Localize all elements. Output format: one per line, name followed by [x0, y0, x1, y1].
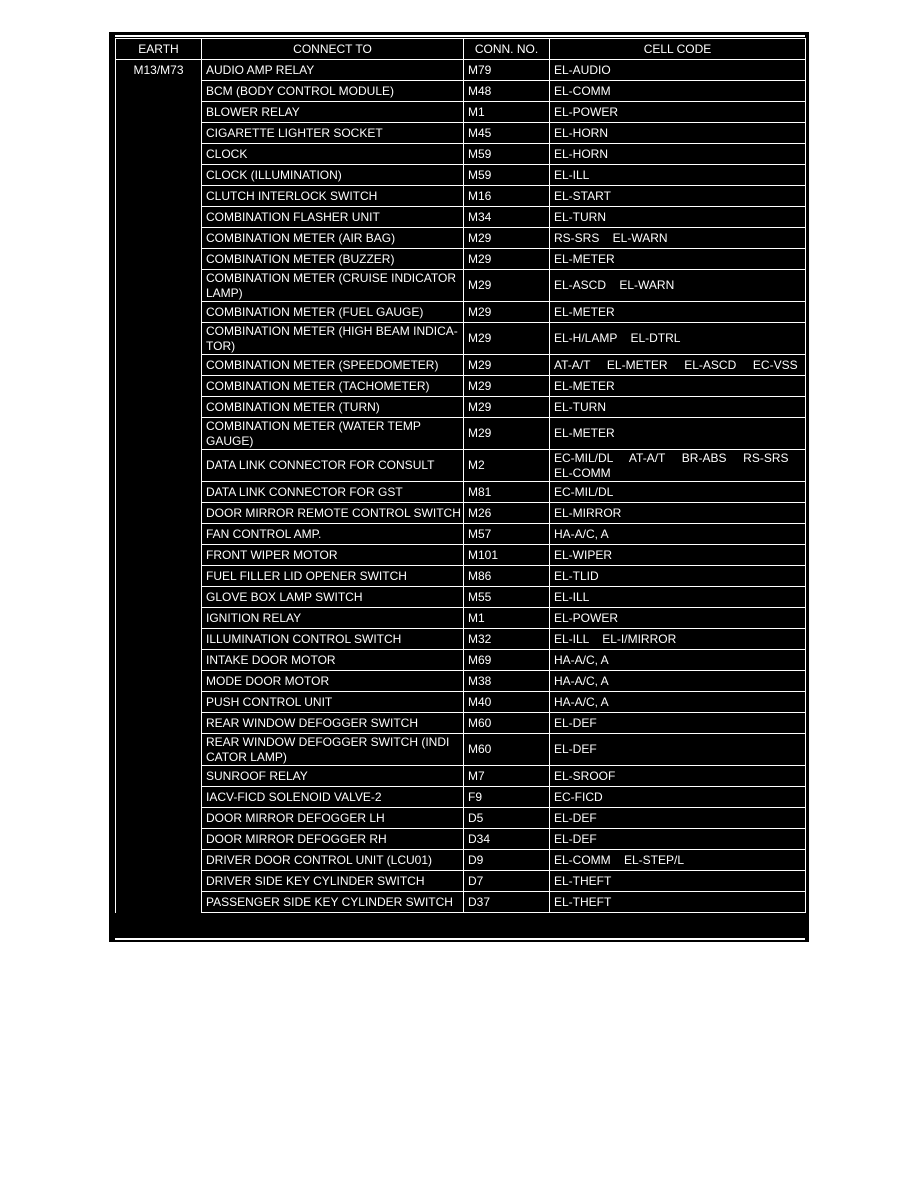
cell-code-cell: EL-ILL EL-I/MIRROR [550, 629, 806, 650]
connect-to-cell: DRIVER DOOR CONTROL UNIT (LCU01) [202, 850, 464, 871]
connect-to-cell: CIGARETTE LIGHTER SOCKET [202, 123, 464, 144]
connect-to-cell: INTAKE DOOR MOTOR [202, 650, 464, 671]
table-row [116, 302, 806, 323]
conn-no-cell: M29 [464, 228, 550, 249]
cell-code-cell: HA-A/C, A [550, 671, 806, 692]
cell-code-cell: EL-HORN [550, 144, 806, 165]
table-row [116, 671, 806, 692]
cell-code-cell: EL-METER [550, 376, 806, 397]
cell-code-cell: EL-POWER [550, 608, 806, 629]
cell-code-cell: EL-POWER [550, 102, 806, 123]
cell-code-cell: EL-DEF [550, 713, 806, 734]
top-rule [115, 35, 805, 37]
cell-code-cell: EL-MIRROR [550, 503, 806, 524]
cell-code-cell: RS-SRS EL-WARN [550, 228, 806, 249]
table-row [116, 524, 806, 545]
cell-code-cell: EL-START [550, 186, 806, 207]
connect-to-cell: ILLUMINATION CONTROL SWITCH [202, 629, 464, 650]
table-row [116, 207, 806, 228]
connect-to-cell: FRONT WIPER MOTOR [202, 545, 464, 566]
conn-no-cell: D5 [464, 808, 550, 829]
connect-to-cell: COMBINATION METER (WATER TEMP GAUGE) [202, 418, 464, 450]
conn-no-cell: M29 [464, 323, 550, 355]
cell-code-cell: EL-METER [550, 302, 806, 323]
cell-code-cell: AT-A/T EL-METER EL-ASCD EC-VSS [550, 355, 806, 376]
table-row [116, 829, 806, 850]
header-earth: EARTH [116, 39, 202, 60]
cell-code-cell: EL-METER [550, 249, 806, 270]
cell-code-cell: EL-DEF [550, 808, 806, 829]
conn-no-cell: M32 [464, 629, 550, 650]
table-row [116, 587, 806, 608]
table-row [116, 397, 806, 418]
conn-no-cell: F9 [464, 787, 550, 808]
cell-code-cell: HA-A/C, A [550, 524, 806, 545]
table-row [116, 629, 806, 650]
connect-to-cell: CLOCK (ILLUMINATION) [202, 165, 464, 186]
cell-code-cell: EL-H/LAMP EL-DTRL [550, 323, 806, 355]
connect-to-cell: FUEL FILLER LID OPENER SWITCH [202, 566, 464, 587]
conn-no-cell: M57 [464, 524, 550, 545]
connect-to-cell: COMBINATION METER (AIR BAG) [202, 228, 464, 249]
table-row [116, 123, 806, 144]
connect-to-cell: COMBINATION METER (BUZZER) [202, 249, 464, 270]
connect-to-cell: DOOR MIRROR DEFOGGER RH [202, 829, 464, 850]
conn-no-cell: M48 [464, 81, 550, 102]
conn-no-cell: M26 [464, 503, 550, 524]
conn-no-cell: M86 [464, 566, 550, 587]
conn-no-cell: M81 [464, 482, 550, 503]
conn-no-cell: M45 [464, 123, 550, 144]
bottom-rule [115, 938, 805, 940]
cell-code-cell: EL-TURN [550, 207, 806, 228]
table-row [116, 692, 806, 713]
connect-to-cell: MODE DOOR MOTOR [202, 671, 464, 692]
table-row [116, 850, 806, 871]
conn-no-cell: M2 [464, 450, 550, 482]
table-row [116, 808, 806, 829]
conn-no-cell: D9 [464, 850, 550, 871]
connect-to-cell: COMBINATION FLASHER UNIT [202, 207, 464, 228]
conn-no-cell: D34 [464, 829, 550, 850]
conn-no-cell: M60 [464, 734, 550, 766]
earth-connector-table [115, 38, 806, 913]
conn-no-cell: M29 [464, 355, 550, 376]
connect-to-cell: BLOWER RELAY [202, 102, 464, 123]
table-row [116, 102, 806, 123]
table-row [116, 450, 806, 482]
conn-no-cell: M55 [464, 587, 550, 608]
header-connect-to: CONNECT TO [202, 39, 464, 60]
table-row [116, 165, 806, 186]
table-row [116, 766, 806, 787]
cell-code-cell: EC-FICD [550, 787, 806, 808]
conn-no-cell: M29 [464, 376, 550, 397]
table-row [116, 713, 806, 734]
conn-no-cell: M7 [464, 766, 550, 787]
table-row [116, 355, 806, 376]
conn-no-cell: M1 [464, 608, 550, 629]
table-row [116, 892, 806, 913]
connect-to-cell: COMBINATION METER (TACHOMETER) [202, 376, 464, 397]
connect-to-cell: DRIVER SIDE KEY CYLINDER SWITCH [202, 871, 464, 892]
table-row [116, 323, 806, 355]
table-row [116, 376, 806, 397]
conn-no-cell: M59 [464, 165, 550, 186]
header-row [116, 39, 806, 60]
conn-no-cell: M79 [464, 60, 550, 81]
conn-no-cell: M29 [464, 418, 550, 450]
conn-no-cell: M16 [464, 186, 550, 207]
cell-code-cell: EL-AUDIO [550, 60, 806, 81]
connect-to-cell: REAR WINDOW DEFOGGER SWITCH (INDI CATOR LAMP) [202, 734, 464, 766]
cell-code-cell: EL-COMM [550, 81, 806, 102]
conn-no-cell: M29 [464, 302, 550, 323]
table-row [116, 566, 806, 587]
conn-no-cell: M69 [464, 650, 550, 671]
header-conn-no: CONN. NO. [464, 39, 550, 60]
connect-to-cell: DOOR MIRROR REMOTE CONTROL SWITCH [202, 503, 464, 524]
table-row [116, 60, 806, 81]
connect-to-cell: DOOR MIRROR DEFOGGER LH [202, 808, 464, 829]
connect-to-cell: REAR WINDOW DEFOGGER SWITCH [202, 713, 464, 734]
cell-code-cell: EL-ILL [550, 587, 806, 608]
cell-code-cell: HA-A/C, A [550, 650, 806, 671]
connect-to-cell: IGNITION RELAY [202, 608, 464, 629]
conn-no-cell: M38 [464, 671, 550, 692]
table-row [116, 734, 806, 766]
conn-no-cell: M60 [464, 713, 550, 734]
conn-no-cell: D7 [464, 871, 550, 892]
connect-to-cell: COMBINATION METER (CRUISE INDICATOR LAMP) [202, 270, 464, 302]
connect-to-cell: DATA LINK CONNECTOR FOR GST [202, 482, 464, 503]
cell-code-cell: EL-ASCD EL-WARN [550, 270, 806, 302]
conn-no-cell: D37 [464, 892, 550, 913]
connect-to-cell: BCM (BODY CONTROL MODULE) [202, 81, 464, 102]
cell-code-cell: EL-DEF [550, 734, 806, 766]
table-row [116, 871, 806, 892]
conn-no-cell: M59 [464, 144, 550, 165]
table-row [116, 270, 806, 302]
cell-code-cell: EL-SROOF [550, 766, 806, 787]
cell-code-cell: EL-THEFT [550, 892, 806, 913]
table-row [116, 249, 806, 270]
connect-to-cell: AUDIO AMP RELAY [202, 60, 464, 81]
table-row [116, 144, 806, 165]
connect-to-cell: CLUTCH INTERLOCK SWITCH [202, 186, 464, 207]
cell-code-cell: EL-THEFT [550, 871, 806, 892]
connect-to-cell: COMBINATION METER (SPEEDOMETER) [202, 355, 464, 376]
conn-no-cell: M1 [464, 102, 550, 123]
cell-code-cell: EL-METER [550, 418, 806, 450]
cell-code-cell: EL-TURN [550, 397, 806, 418]
table-row [116, 81, 806, 102]
connect-to-cell: COMBINATION METER (FUEL GAUGE) [202, 302, 464, 323]
cell-code-cell: EL-WIPER [550, 545, 806, 566]
table-row [116, 228, 806, 249]
cell-code-cell: HA-A/C, A [550, 692, 806, 713]
table-row [116, 482, 806, 503]
cell-code-cell: EL-COMM EL-STEP/L [550, 850, 806, 871]
connect-to-cell: CLOCK [202, 144, 464, 165]
cell-code-cell: EL-ILL [550, 165, 806, 186]
table-row [116, 545, 806, 566]
connect-to-cell: DATA LINK CONNECTOR FOR CONSULT [202, 450, 464, 482]
earth-cell: M13/M73 [116, 60, 202, 913]
table-row [116, 787, 806, 808]
cell-code-cell: EL-HORN [550, 123, 806, 144]
conn-no-cell: M29 [464, 397, 550, 418]
connect-to-cell: FAN CONTROL AMP. [202, 524, 464, 545]
table-row [116, 608, 806, 629]
connect-to-cell: PUSH CONTROL UNIT [202, 692, 464, 713]
connect-to-cell: COMBINATION METER (TURN) [202, 397, 464, 418]
connect-to-cell: GLOVE BOX LAMP SWITCH [202, 587, 464, 608]
connect-to-cell: COMBINATION METER (HIGH BEAM INDICA-TOR) [202, 323, 464, 355]
conn-no-cell: M34 [464, 207, 550, 228]
table-body [116, 60, 806, 913]
conn-no-cell: M29 [464, 270, 550, 302]
header-cell-code: CELL CODE [550, 39, 806, 60]
table-row [116, 503, 806, 524]
conn-no-cell: M101 [464, 545, 550, 566]
conn-no-cell: M40 [464, 692, 550, 713]
cell-code-cell: EL-TLID [550, 566, 806, 587]
connect-to-cell: PASSENGER SIDE KEY CYLINDER SWITCH [202, 892, 464, 913]
conn-no-cell: M29 [464, 249, 550, 270]
connect-to-cell: IACV-FICD SOLENOID VALVE-2 [202, 787, 464, 808]
table-row [116, 418, 806, 450]
table-row [116, 650, 806, 671]
table-row [116, 186, 806, 207]
cell-code-cell: EC-MIL/DL [550, 482, 806, 503]
connect-to-cell: SUNROOF RELAY [202, 766, 464, 787]
earth-connector-table-sheet [109, 32, 809, 942]
cell-code-cell: EL-DEF [550, 829, 806, 850]
cell-code-cell: EC-MIL/DL AT-A/T BR-ABS RS-SRS EL-COMM [550, 450, 806, 482]
